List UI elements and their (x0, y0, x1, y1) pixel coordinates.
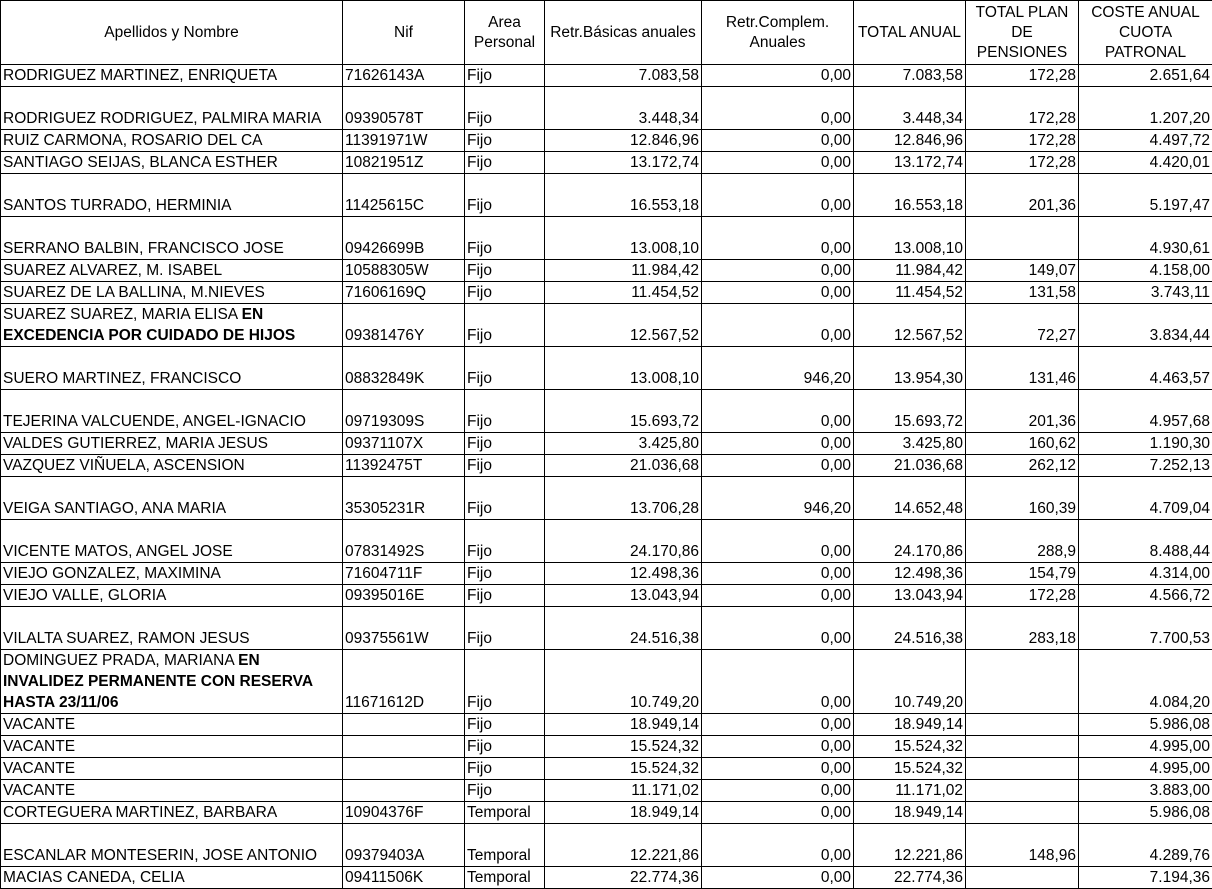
cell-plan: 72,27 (966, 304, 1079, 347)
cell-total: 3.448,34 (854, 87, 966, 130)
cell-plan (966, 758, 1079, 780)
cell-name (1, 607, 343, 650)
cell-plan: 160,62 (966, 433, 1079, 455)
cell-complem: 0,00 (702, 780, 854, 802)
table-row (1, 714, 1212, 736)
cell-plan: 262,12 (966, 455, 1079, 477)
cell-basicas: 15.524,32 (545, 758, 702, 780)
cell-nif (343, 758, 465, 780)
cell-plan: 201,36 (966, 174, 1079, 217)
cell-plan: 288,9 (966, 520, 1079, 563)
employee-name: VACANTE (3, 760, 75, 777)
cell-basicas: 15.693,72 (545, 390, 702, 433)
cell-area: Fijo (465, 390, 545, 433)
header-coste: COSTE ANUAL CUOTA PATRONAL (1079, 1, 1212, 65)
cell-basicas: 12.846,96 (545, 130, 702, 152)
cell-area: Fijo (465, 650, 545, 714)
employee-name: RUIZ CARMONA, ROSARIO DEL CA (3, 132, 263, 149)
cell-complem: 0,00 (702, 174, 854, 217)
cell-name (1, 477, 343, 520)
table-row (1, 455, 1212, 477)
cell-plan: 172,28 (966, 87, 1079, 130)
cell-complem: 0,00 (702, 758, 854, 780)
header-area: Area Personal (465, 1, 545, 65)
cell-coste: 5.986,08 (1079, 802, 1212, 824)
employee-name: TEJERINA VALCUENDE, ANGEL-IGNACIO (3, 413, 306, 430)
cell-name (1, 347, 343, 390)
cell-nif (343, 714, 465, 736)
cell-nif: 11391971W (343, 130, 465, 152)
cell-complem: 0,00 (702, 520, 854, 563)
cell-plan: 131,58 (966, 282, 1079, 304)
cell-area: Fijo (465, 282, 545, 304)
cell-coste: 5.986,08 (1079, 714, 1212, 736)
cell-nif: 10904376F (343, 802, 465, 824)
cell-complem: 0,00 (702, 714, 854, 736)
cell-name (1, 780, 343, 802)
cell-nif: 35305231R (343, 477, 465, 520)
cell-nif: 09379403A (343, 824, 465, 867)
employee-status-note: EN EXCEDENCIA POR CUIDADO DE HIJOS (3, 306, 295, 344)
table-row (1, 824, 1212, 867)
cell-complem: 946,20 (702, 477, 854, 520)
cell-nif: 09411506K (343, 867, 465, 889)
cell-nif: 10588305W (343, 260, 465, 282)
cell-basicas: 24.170,86 (545, 520, 702, 563)
employee-name: SERRANO BALBIN, FRANCISCO JOSE (3, 240, 284, 257)
cell-name (1, 65, 343, 87)
cell-nif: 71604711F (343, 563, 465, 585)
cell-basicas: 21.036,68 (545, 455, 702, 477)
cell-name (1, 824, 343, 867)
cell-coste: 4.566,72 (1079, 585, 1212, 607)
cell-complem: 0,00 (702, 867, 854, 889)
cell-plan: 160,39 (966, 477, 1079, 520)
cell-total: 12.221,86 (854, 824, 966, 867)
table-row (1, 758, 1212, 780)
cell-total: 11.454,52 (854, 282, 966, 304)
employee-name: VILALTA SUAREZ, RAMON JESUS (3, 630, 250, 647)
cell-area: Fijo (465, 304, 545, 347)
cell-plan: 201,36 (966, 390, 1079, 433)
employee-name: VACANTE (3, 716, 75, 733)
cell-total: 24.516,38 (854, 607, 966, 650)
cell-coste: 1.190,30 (1079, 433, 1212, 455)
cell-nif (343, 736, 465, 758)
cell-coste: 4.314,00 (1079, 563, 1212, 585)
cell-area: Fijo (465, 607, 545, 650)
employee-name: SANTOS TURRADO, HERMINIA (3, 197, 232, 214)
cell-complem: 0,00 (702, 802, 854, 824)
cell-area: Temporal (465, 802, 545, 824)
cell-total: 15.524,32 (854, 758, 966, 780)
cell-complem: 0,00 (702, 736, 854, 758)
cell-basicas: 3.448,34 (545, 87, 702, 130)
header-name: Apellidos y Nombre (1, 1, 343, 65)
cell-coste: 4.497,72 (1079, 130, 1212, 152)
cell-name (1, 152, 343, 174)
cell-nif: 11392475T (343, 455, 465, 477)
cell-total: 13.043,94 (854, 585, 966, 607)
cell-coste: 3.883,00 (1079, 780, 1212, 802)
table-row (1, 585, 1212, 607)
cell-name (1, 304, 343, 347)
cell-basicas: 3.425,80 (545, 433, 702, 455)
cell-total: 13.172,74 (854, 152, 966, 174)
cell-area: Fijo (465, 455, 545, 477)
employee-name: VIEJO GONZALEZ, MAXIMINA (3, 565, 221, 582)
table-row (1, 282, 1212, 304)
table-row (1, 390, 1212, 433)
cell-plan: 283,18 (966, 607, 1079, 650)
cell-basicas: 13.172,74 (545, 152, 702, 174)
cell-name (1, 390, 343, 433)
cell-area: Fijo (465, 260, 545, 282)
employee-name: SANTIAGO SEIJAS, BLANCA ESTHER (3, 154, 278, 171)
table-row (1, 736, 1212, 758)
cell-plan (966, 217, 1079, 260)
cell-coste: 3.743,11 (1079, 282, 1212, 304)
table-row (1, 260, 1212, 282)
cell-plan (966, 714, 1079, 736)
cell-basicas: 18.949,14 (545, 802, 702, 824)
cell-coste: 4.463,57 (1079, 347, 1212, 390)
cell-area: Fijo (465, 347, 545, 390)
cell-area: Fijo (465, 780, 545, 802)
cell-coste: 5.197,47 (1079, 174, 1212, 217)
cell-nif: 08832849K (343, 347, 465, 390)
cell-plan: 149,07 (966, 260, 1079, 282)
table-row (1, 520, 1212, 563)
cell-total: 12.846,96 (854, 130, 966, 152)
cell-area: Fijo (465, 736, 545, 758)
employee-name: VACANTE (3, 782, 75, 799)
cell-area: Fijo (465, 174, 545, 217)
cell-name (1, 714, 343, 736)
cell-complem: 0,00 (702, 824, 854, 867)
cell-basicas: 12.498,36 (545, 563, 702, 585)
cell-nif: 10821951Z (343, 152, 465, 174)
cell-total: 15.524,32 (854, 736, 966, 758)
table-row (1, 217, 1212, 260)
employee-name: SUERO MARTINEZ, FRANCISCO (3, 370, 241, 387)
table-row (1, 780, 1212, 802)
cell-basicas: 18.949,14 (545, 714, 702, 736)
cell-coste: 1.207,20 (1079, 87, 1212, 130)
cell-coste: 4.709,04 (1079, 477, 1212, 520)
cell-total: 24.170,86 (854, 520, 966, 563)
cell-basicas: 7.083,58 (545, 65, 702, 87)
cell-plan: 154,79 (966, 563, 1079, 585)
cell-total: 18.949,14 (854, 802, 966, 824)
cell-area: Fijo (465, 65, 545, 87)
cell-area: Fijo (465, 477, 545, 520)
table-row (1, 477, 1212, 520)
cell-basicas: 10.749,20 (545, 650, 702, 714)
cell-plan: 172,28 (966, 130, 1079, 152)
cell-complem: 0,00 (702, 282, 854, 304)
cell-coste: 4.995,00 (1079, 758, 1212, 780)
table-row (1, 607, 1212, 650)
table-row (1, 347, 1212, 390)
header-complem: Retr.Complem. Anuales (702, 1, 854, 65)
cell-plan: 172,28 (966, 585, 1079, 607)
table-row (1, 563, 1212, 585)
cell-nif: 09395016E (343, 585, 465, 607)
cell-total: 11.171,02 (854, 780, 966, 802)
cell-nif: 07831492S (343, 520, 465, 563)
cell-area: Temporal (465, 824, 545, 867)
cell-area: Fijo (465, 520, 545, 563)
cell-area: Fijo (465, 563, 545, 585)
table-row (1, 802, 1212, 824)
cell-area: Fijo (465, 758, 545, 780)
cell-coste: 7.194,36 (1079, 867, 1212, 889)
cell-complem: 946,20 (702, 347, 854, 390)
cell-total: 13.008,10 (854, 217, 966, 260)
cell-basicas: 13.706,28 (545, 477, 702, 520)
cell-total: 3.425,80 (854, 433, 966, 455)
cell-area: Fijo (465, 714, 545, 736)
cell-complem: 0,00 (702, 455, 854, 477)
cell-complem: 0,00 (702, 433, 854, 455)
table-row (1, 867, 1212, 889)
cell-nif: 11425615C (343, 174, 465, 217)
cell-total: 11.984,42 (854, 260, 966, 282)
cell-name (1, 455, 343, 477)
cell-nif: 09375561W (343, 607, 465, 650)
cell-basicas: 13.008,10 (545, 217, 702, 260)
cell-coste: 8.488,44 (1079, 520, 1212, 563)
cell-coste: 7.700,53 (1079, 607, 1212, 650)
cell-coste: 4.289,76 (1079, 824, 1212, 867)
employee-name: ESCANLAR MONTESERIN, JOSE ANTONIO (3, 847, 317, 864)
cell-complem: 0,00 (702, 650, 854, 714)
cell-complem: 0,00 (702, 607, 854, 650)
cell-name (1, 87, 343, 130)
cell-name (1, 130, 343, 152)
cell-plan (966, 867, 1079, 889)
cell-coste: 7.252,13 (1079, 455, 1212, 477)
cell-basicas: 11.984,42 (545, 260, 702, 282)
cell-area: Fijo (465, 217, 545, 260)
cell-basicas: 13.043,94 (545, 585, 702, 607)
cell-complem: 0,00 (702, 260, 854, 282)
header-row (1, 1, 1212, 65)
cell-name (1, 260, 343, 282)
employee-name: CORTEGUERA MARTINEZ, BARBARA (3, 804, 277, 821)
employee-status-note: EN INVALIDEZ PERMANENTE CON RESERVA HASTA 23/11/06 (3, 652, 312, 711)
cell-nif (343, 780, 465, 802)
employee-name: VAZQUEZ VIÑUELA, ASCENSION (3, 457, 245, 474)
cell-nif: 09390578T (343, 87, 465, 130)
employee-name: VEIGA SANTIAGO, ANA MARIA (3, 500, 226, 517)
cell-name (1, 282, 343, 304)
table-row (1, 87, 1212, 130)
cell-basicas: 12.221,86 (545, 824, 702, 867)
cell-complem: 0,00 (702, 585, 854, 607)
cell-complem: 0,00 (702, 304, 854, 347)
cell-name (1, 563, 343, 585)
employee-name: RODRIGUEZ RODRIGUEZ, PALMIRA MARIA (3, 110, 321, 127)
cell-name (1, 217, 343, 260)
cell-name (1, 867, 343, 889)
cell-complem: 0,00 (702, 563, 854, 585)
cell-area: Temporal (465, 867, 545, 889)
cell-coste: 4.158,00 (1079, 260, 1212, 282)
cell-name (1, 433, 343, 455)
cell-coste: 4.995,00 (1079, 736, 1212, 758)
cell-nif: 09719309S (343, 390, 465, 433)
table-row (1, 65, 1212, 87)
header-nif: Nif (343, 1, 465, 65)
cell-coste: 4.084,20 (1079, 650, 1212, 714)
cell-nif: 09371107X (343, 433, 465, 455)
cell-basicas: 11.171,02 (545, 780, 702, 802)
cell-name (1, 736, 343, 758)
employee-name: MACIAS CANEDA, CELIA (3, 869, 185, 886)
cell-basicas: 13.008,10 (545, 347, 702, 390)
employee-name: VICENTE MATOS, ANGEL JOSE (3, 543, 233, 560)
cell-total: 13.954,30 (854, 347, 966, 390)
cell-basicas: 12.567,52 (545, 304, 702, 347)
employee-name: RODRIGUEZ MARTINEZ, ENRIQUETA (3, 67, 277, 84)
employee-name: VIEJO VALLE, GLORIA (3, 587, 166, 604)
cell-name (1, 585, 343, 607)
cell-plan: 148,96 (966, 824, 1079, 867)
cell-nif: 09426699B (343, 217, 465, 260)
table-row (1, 152, 1212, 174)
cell-area: Fijo (465, 585, 545, 607)
employee-name: SUAREZ DE LA BALLINA, M.NIEVES (3, 284, 265, 301)
cell-total: 18.949,14 (854, 714, 966, 736)
table-row (1, 650, 1212, 714)
cell-name (1, 802, 343, 824)
cell-total: 22.774,36 (854, 867, 966, 889)
cell-coste: 2.651,64 (1079, 65, 1212, 87)
cell-complem: 0,00 (702, 217, 854, 260)
cell-name (1, 758, 343, 780)
table-row (1, 304, 1212, 347)
header-basicas: Retr.Básicas anuales (545, 1, 702, 65)
cell-plan (966, 736, 1079, 758)
cell-total: 12.498,36 (854, 563, 966, 585)
employee-name: SUAREZ ALVAREZ, M. ISABEL (3, 262, 222, 279)
cell-complem: 0,00 (702, 152, 854, 174)
cell-plan (966, 650, 1079, 714)
cell-basicas: 11.454,52 (545, 282, 702, 304)
cell-basicas: 22.774,36 (545, 867, 702, 889)
cell-complem: 0,00 (702, 87, 854, 130)
cell-total: 7.083,58 (854, 65, 966, 87)
cell-area: Fijo (465, 433, 545, 455)
cell-plan: 172,28 (966, 65, 1079, 87)
table-row (1, 174, 1212, 217)
cell-name (1, 650, 343, 714)
cell-name (1, 174, 343, 217)
cell-plan: 131,46 (966, 347, 1079, 390)
cell-total: 21.036,68 (854, 455, 966, 477)
cell-total: 10.749,20 (854, 650, 966, 714)
cell-area: Fijo (465, 152, 545, 174)
cell-total: 12.567,52 (854, 304, 966, 347)
cell-complem: 0,00 (702, 390, 854, 433)
header-plan: TOTAL PLAN DE PENSIONES (966, 1, 1079, 65)
table-row (1, 130, 1212, 152)
cell-basicas: 15.524,32 (545, 736, 702, 758)
employee-name: VACANTE (3, 738, 75, 755)
cell-complem: 0,00 (702, 65, 854, 87)
cell-total: 14.652,48 (854, 477, 966, 520)
employee-name: SUAREZ SUAREZ, MARIA ELISA (3, 306, 237, 323)
cell-name (1, 520, 343, 563)
cell-coste: 4.957,68 (1079, 390, 1212, 433)
cell-plan (966, 802, 1079, 824)
cell-nif: 11671612D (343, 650, 465, 714)
employee-name: DOMINGUEZ PRADA, MARIANA (3, 652, 234, 669)
cell-nif: 71606169Q (343, 282, 465, 304)
cell-basicas: 24.516,38 (545, 607, 702, 650)
cell-nif: 09381476Y (343, 304, 465, 347)
cell-total: 15.693,72 (854, 390, 966, 433)
cell-basicas: 16.553,18 (545, 174, 702, 217)
cell-area: Fijo (465, 130, 545, 152)
cell-coste: 3.834,44 (1079, 304, 1212, 347)
cell-coste: 4.930,61 (1079, 217, 1212, 260)
cell-total: 16.553,18 (854, 174, 966, 217)
cell-nif: 71626143A (343, 65, 465, 87)
cell-coste: 4.420,01 (1079, 152, 1212, 174)
cell-complem: 0,00 (702, 130, 854, 152)
cell-area: Fijo (465, 87, 545, 130)
table-row (1, 433, 1212, 455)
cell-plan (966, 780, 1079, 802)
cell-plan: 172,28 (966, 152, 1079, 174)
header-total: TOTAL ANUAL (854, 1, 966, 65)
employee-name: VALDES GUTIERREZ, MARIA JESUS (3, 435, 268, 452)
